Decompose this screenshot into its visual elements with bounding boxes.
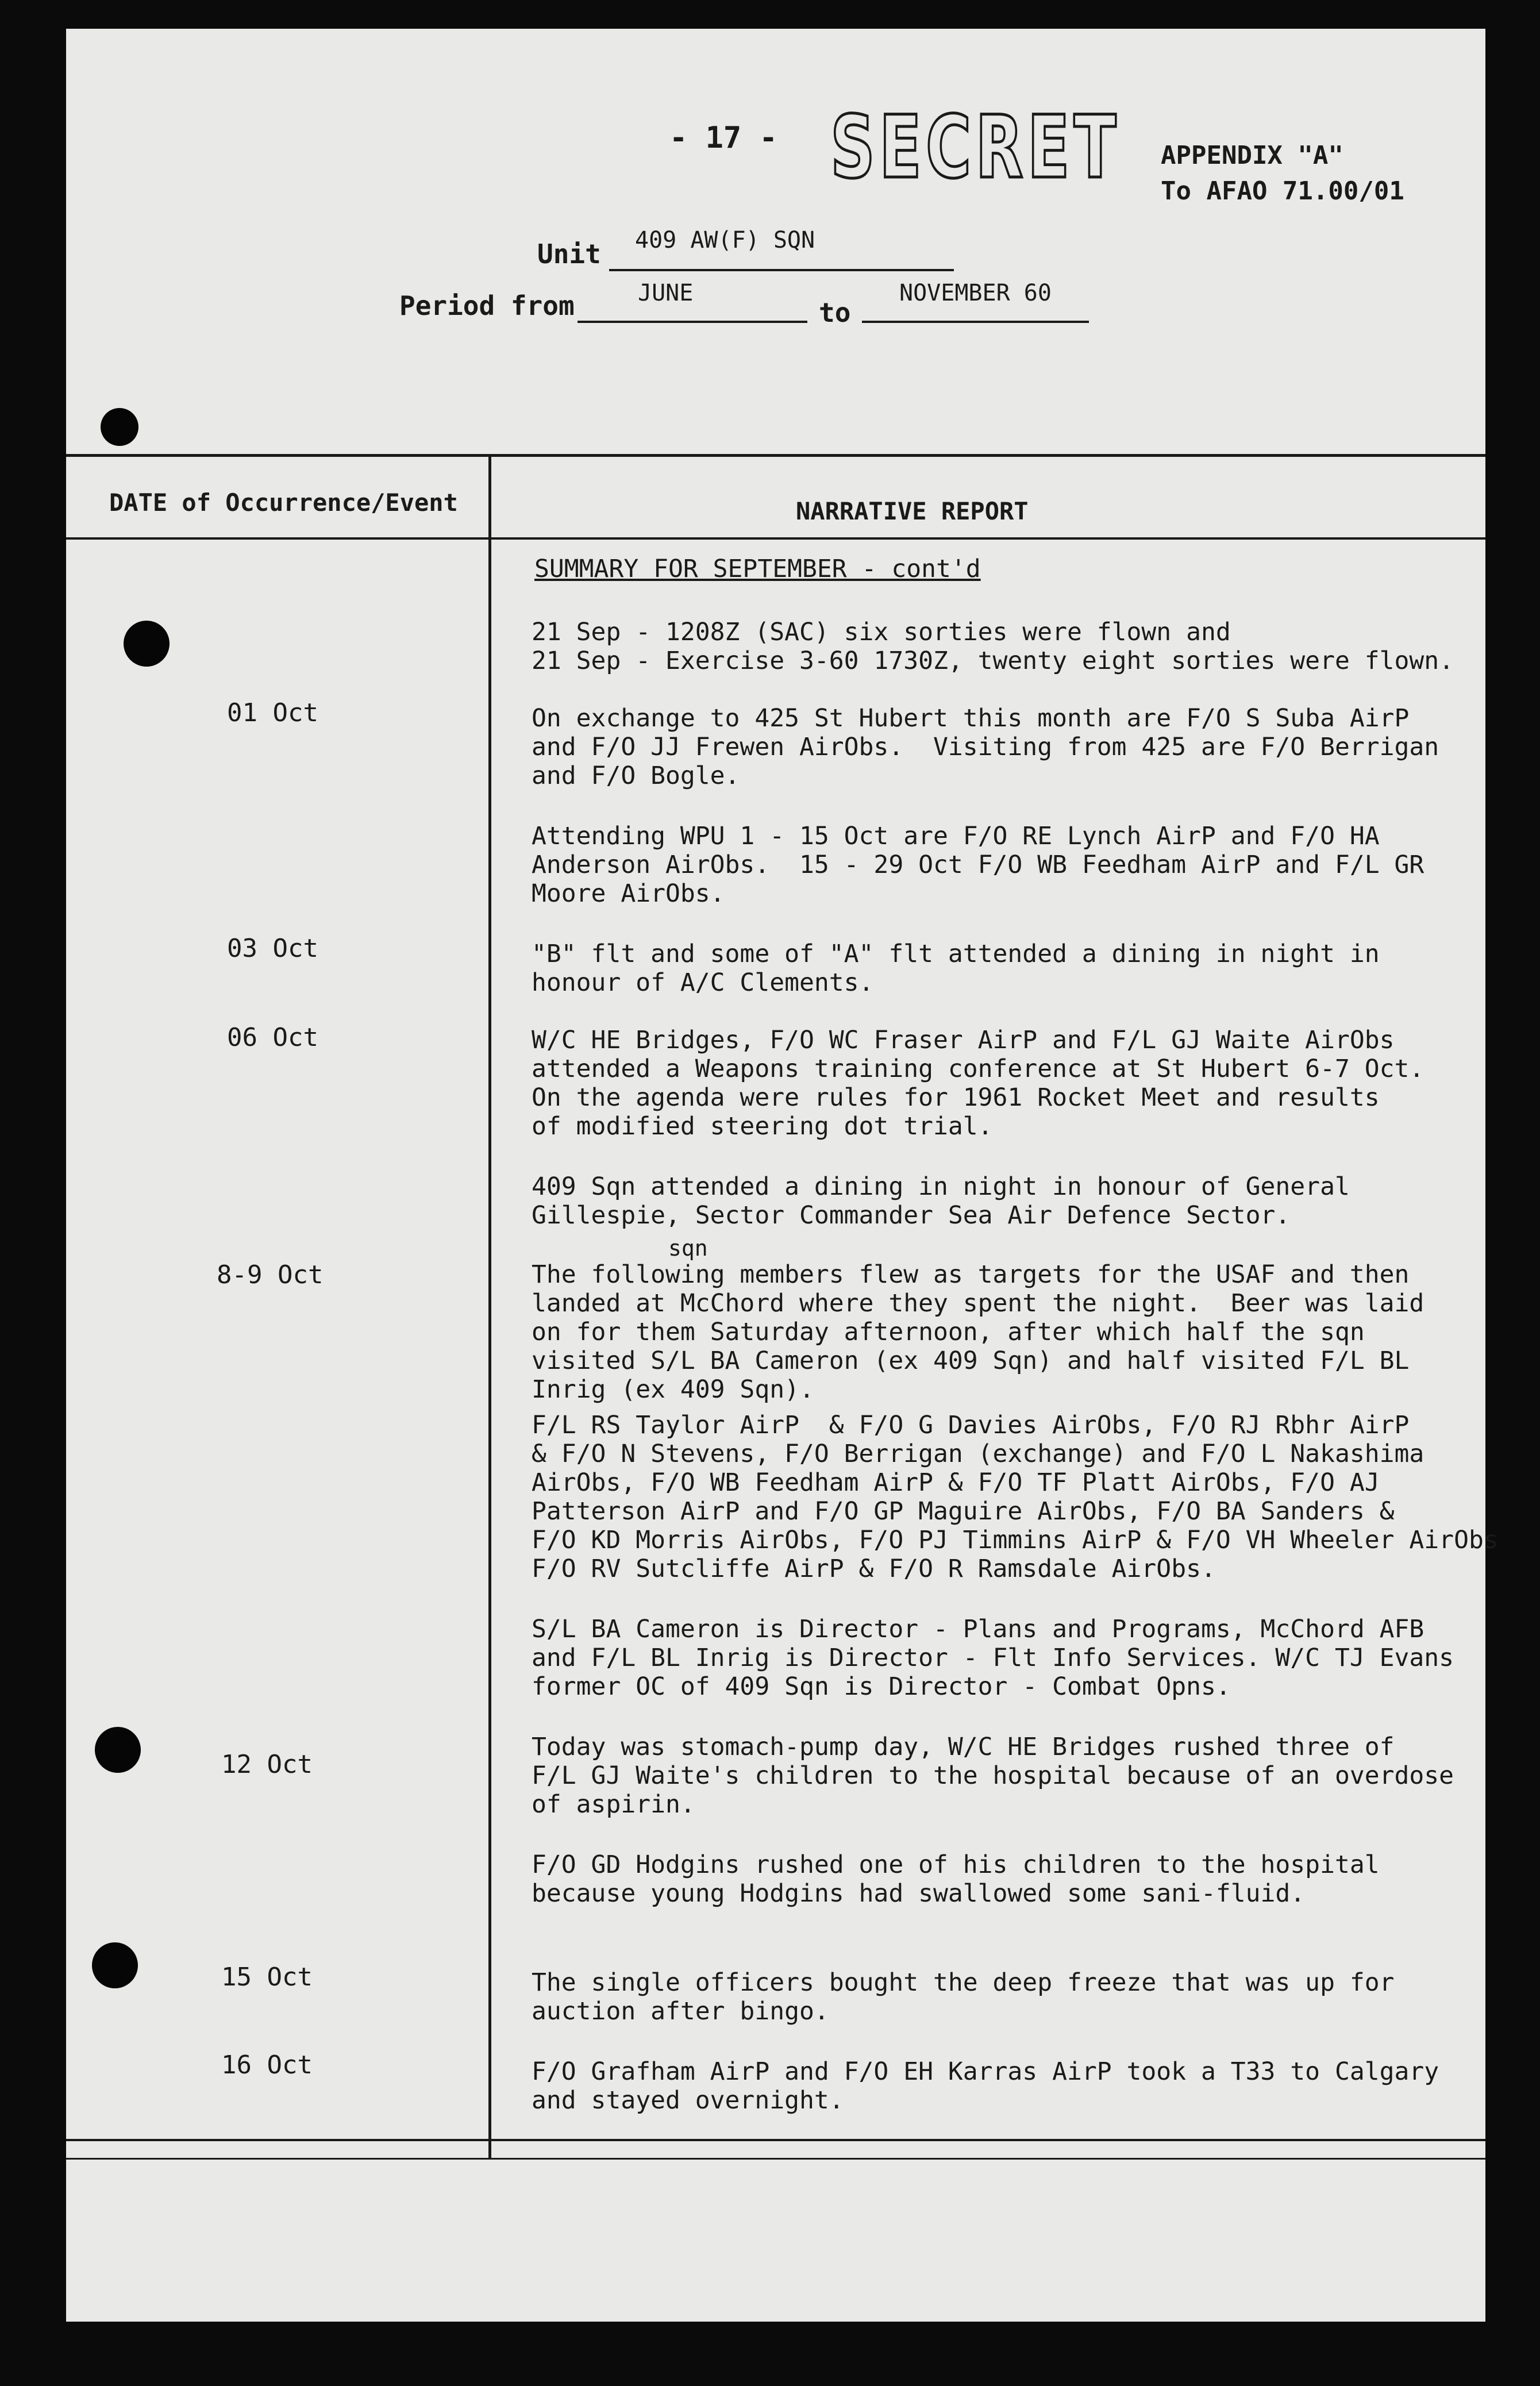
date-column-header: DATE of Occurrence/Event [109,488,458,517]
table-column-divider [488,454,491,2158]
unit-value: 409 AW(F) SQN [635,227,815,253]
narrative-entry: S/L BA Cameron is Director - Plans and Programs, McChord AFB and F/L BL Inrig is Director - Flt Info Services. W/C TJ Evans former OC of 409 Sqn is Director - Combat Opns. [532,1615,1454,1701]
narrative-entry: F/O GD Hodgins rushed one of his children to the hospital because young Hodgins had swallowed some sani-fluid. [532,1850,1380,1908]
document-page [66,29,1499,2322]
secret-stamp: SECRET [830,98,1121,198]
narrative-entry: W/C HE Bridges, F/O WC Fraser AirP and F/L GJ Waite AirObs attended a Weapons training conference at St Hubert 6-7 Oct. On the agenda were rules for 1961 Rocket Meet and results of modified steering dot trial. [532,1026,1424,1141]
punch-hole [101,408,138,446]
narrative-entry: "B" flt and some of "A" flt attended a dining in night in honour of A/C Clements. [532,940,1380,997]
table-top-rule [66,454,1485,457]
handwritten-insert: sqn [668,1236,708,1261]
narrative-entry: F/L RS Taylor AirP & F/O G Davies AirObs, F/O RJ Rbhr AirP & F/O N Stevens, F/O Berrigan (exchange) and F/O L Nakashima AirObs, F/O WB Feedham AirP & F/O TF Platt AirObs, F/O AJ Patterson AirP and F/O GP Maguire AirObs, F/O BA Sanders & F/O KD Morris AirObs, F/O PJ Timmins AirP & F/O VH Wheeler AirObs F/O RV Sutcliffe AirP & F/O R Ramsdale AirObs. [532,1411,1499,1583]
report-column-header: NARRATIVE REPORT [796,497,1029,525]
narrative-entry: 21 Sep - 1208Z (SAC) six sorties were flown and 21 Sep - Exercise 3-60 1730Z, twenty eight sorties were flown. [532,618,1454,675]
period-label: Period from [399,290,575,321]
narrative-entry: The single officers bought the deep freeze that was up for auction after bingo. [532,1968,1395,2026]
entry-date: 16 Oct [221,2050,313,2080]
summary-heading: SUMMARY FOR SEPTEMBER - cont'd [534,555,981,583]
unit-underline [609,269,954,271]
entry-date: 12 Oct [221,1750,313,1779]
appendix-line2: To AFAO 71.00/01 [1161,176,1404,206]
punch-hole [95,1727,141,1773]
entry-date: 01 Oct [227,698,318,728]
narrative-entry: F/O Grafham AirP and F/O EH Karras AirP took a T33 to Calgary and stayed overnight. [532,2057,1439,2115]
table-header-rule [66,537,1485,540]
table-bottom-rule-2 [66,2158,1485,2160]
entry-date: 06 Oct [227,1023,318,1052]
period-to-underline [862,321,1089,323]
narrative-entry: 409 Sqn attended a dining in night in honour of General Gillespie, Sector Commander Sea Air Defence Sector. [532,1172,1350,1230]
entry-date: 15 Oct [221,1962,313,1992]
entry-date: 03 Oct [227,934,318,963]
punch-hole [124,621,170,667]
narrative-entry: Attending WPU 1 - 15 Oct are F/O RE Lynch AirP and F/O HA Anderson AirObs. 15 - 29 Oct F/O WB Feedham AirP and F/L GR Moore AirObs. [532,822,1424,908]
period-from-underline [578,321,807,323]
unit-label: Unit [537,238,601,270]
appendix-line1: APPENDIX "A" [1161,141,1343,170]
period-to-label: to [819,297,851,328]
punch-hole [92,1942,138,1988]
period-from-value: JUNE [638,280,694,306]
entry-date: 8-9 Oct [217,1260,324,1290]
narrative-entry: The following members flew as targets for the USAF and then landed at McChord where they spent the night. Beer was laid on for them Saturday afternoon, after which half the sqn visited S/L BA Cameron (ex 409 Sqn) and half visited F/L BL Inrig (ex 409 Sqn). [532,1260,1424,1404]
narrative-entry: Today was stomach-pump day, W/C HE Bridges rushed three of F/L GJ Waite's children to the hospital because of an overdose of aspirin. [532,1733,1454,1819]
page-number: - 17 - [669,121,777,155]
period-to-value: NOVEMBER 60 [899,280,1052,306]
narrative-entry: On exchange to 425 St Hubert this month are F/O S Suba AirP and F/O JJ Frewen AirObs. Visiting from 425 are F/O Berrigan and F/O Bogle. [532,704,1439,790]
table-bottom-rule [66,2139,1485,2141]
